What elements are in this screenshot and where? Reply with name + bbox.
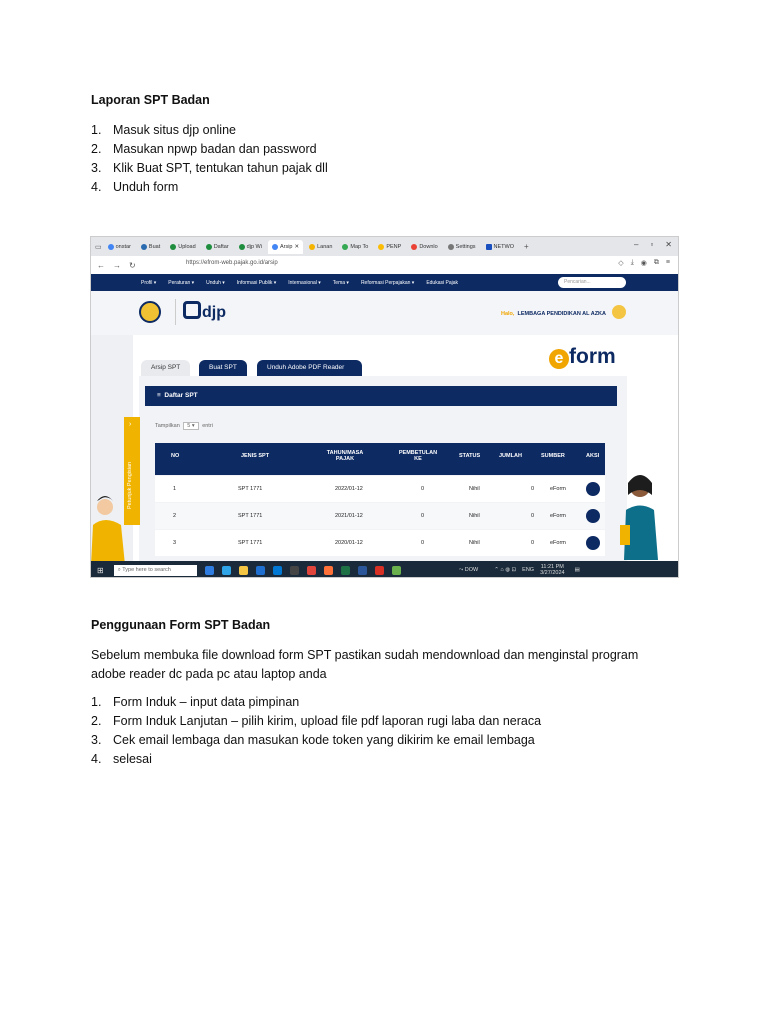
cell-jenis: SPT 1771	[238, 513, 263, 519]
browser-tab[interactable]: Downlo	[407, 240, 441, 254]
cell-no: 1	[173, 486, 177, 492]
cell-jenis: SPT 1771	[238, 540, 263, 546]
panel-title-bar: ≡ Daftar SPT	[145, 386, 617, 406]
taskbar-search-input[interactable]: ⌕ Type here to search	[114, 565, 197, 576]
cell-jumlah: 0	[531, 486, 535, 492]
section-heading-penggunaan: Penggunaan Form SPT Badan	[91, 618, 271, 632]
embedded-screenshot	[90, 236, 679, 578]
close-window-icon[interactable]: ✕	[665, 240, 672, 249]
pdf-icon[interactable]	[375, 566, 384, 575]
menu-item-peraturan[interactable]: Peraturan ▾	[168, 279, 195, 286]
back-icon[interactable]: ←	[97, 260, 105, 270]
browser-tab[interactable]: Daftar	[202, 240, 233, 254]
cell-sumber: eForm	[550, 513, 566, 519]
notification-icon[interactable]: ▤	[574, 567, 580, 573]
excel-icon[interactable]	[341, 566, 350, 575]
cell-pembetulan: 0	[421, 540, 425, 546]
browser-tab[interactable]: Settings	[444, 240, 480, 254]
page-content	[91, 335, 678, 561]
browser-tab[interactable]: Map To	[338, 240, 372, 254]
browser-tab[interactable]: Buat	[137, 240, 164, 254]
browser-tab-strip	[91, 237, 678, 256]
browser-tab-active[interactable]: Arsip ✕	[268, 240, 303, 254]
djp-logo[interactable]: djp	[183, 301, 226, 322]
site-menu-bar	[91, 274, 678, 291]
col-no[interactable]: NO	[171, 453, 180, 459]
shield-icon[interactable]: ◇	[618, 260, 624, 267]
user-greeting: Halo, LEMBAGA PENDIDIKAN AL AZKA	[500, 311, 606, 317]
address-bar	[91, 256, 678, 275]
app-icon[interactable]	[307, 566, 316, 575]
menu-item-reformasi[interactable]: Reformasi Perpajakan ▾	[360, 279, 415, 286]
site-icon	[342, 244, 348, 250]
steps-list-penggunaan	[91, 693, 541, 769]
cell-sumber: eForm	[550, 486, 566, 492]
browser-tab[interactable]: Lanan	[305, 240, 336, 254]
cell-tahun: 2020/01-12	[335, 540, 363, 546]
ministry-emblem-logo	[139, 301, 161, 323]
col-jenis-spt[interactable]: JENIS SPT	[240, 453, 270, 459]
menu-icon[interactable]: ≡	[665, 259, 670, 266]
nav-buttons	[97, 261, 136, 270]
download-icon[interactable]: ⤓	[630, 259, 634, 266]
eform-e-badge: e	[549, 349, 569, 369]
menu-item-tema[interactable]: Tema ▾	[332, 279, 349, 286]
site-icon	[206, 244, 212, 250]
tray-icons[interactable]: ⌃ ⌂ ◍ ⊡	[494, 567, 517, 573]
word-icon[interactable]	[358, 566, 367, 575]
tab-unduh-adobe[interactable]: Unduh Adobe PDF Reader	[257, 360, 362, 376]
chevron-right-icon: ›	[129, 421, 132, 428]
app-icon[interactable]	[290, 566, 299, 575]
browser-tab[interactable]: PENP	[374, 240, 405, 254]
app-icon[interactable]	[256, 566, 265, 575]
language-indicator[interactable]: ENG	[522, 567, 535, 573]
maximize-icon[interactable]: ▫	[650, 240, 654, 249]
download-action-icon[interactable]	[586, 482, 600, 496]
col-pembetulan[interactable]: PEMBETULAN KE	[398, 450, 438, 462]
gear-icon	[448, 244, 454, 250]
cell-pembetulan: 0	[421, 486, 425, 492]
forward-icon[interactable]: →	[113, 260, 121, 270]
cell-jumlah: 0	[531, 540, 535, 546]
page-length-control: Tampilkan 5 ▾ entri	[155, 423, 213, 429]
edge-icon[interactable]	[205, 566, 214, 575]
cell-pembetulan: 0	[421, 513, 425, 519]
app-icon[interactable]	[222, 566, 231, 575]
cell-status: Nihil	[469, 540, 480, 546]
cell-tahun: 2022/01-12	[335, 486, 363, 492]
cell-no: 3	[173, 540, 177, 546]
menu-item-edukasi[interactable]: Edukasi Pajak	[426, 279, 458, 286]
intro-paragraph: Sebelum membuka file download form SPT pastikan sudah mendownload dan menginstal program adobe reader dc pada pc atau laptop anda	[91, 648, 639, 681]
weather-widget[interactable]: ⤳ DOW	[458, 566, 479, 573]
cell-tahun: 2021/01-12	[335, 513, 363, 519]
illustration-person-right	[618, 465, 663, 560]
eform-logo: e form	[549, 345, 616, 369]
new-tab-icon[interactable]: +	[524, 242, 529, 251]
menu-item-internasional[interactable]: Internasional ▾	[288, 279, 321, 286]
browser-tab[interactable]: djp Wi	[235, 240, 266, 254]
app-icon[interactable]	[392, 566, 401, 575]
firefox-icon[interactable]	[324, 566, 333, 575]
browser-tab[interactable]: NETWO	[482, 240, 518, 254]
google-icon	[108, 244, 114, 250]
table-row	[155, 503, 605, 529]
toolbar-icons	[618, 259, 670, 267]
list-item: 2. Masukan npwp badan dan password	[91, 142, 317, 156]
table-header	[155, 443, 605, 475]
account-icon[interactable]: ◉	[640, 260, 647, 267]
file-explorer-icon[interactable]	[239, 566, 248, 575]
petunjuk-pengisian-tab[interactable]: › Petunjuk Pengisian	[124, 417, 140, 525]
cell-jumlah: 0	[531, 513, 535, 519]
minimize-icon[interactable]: –	[634, 240, 639, 249]
list-item: 3. Cek email lembaga dan masukan kode token yang dikirim ke email lembaga	[91, 733, 535, 747]
windows-start-icon[interactable]: ⊞	[97, 565, 104, 575]
table-row	[155, 530, 605, 556]
clock[interactable]: 11:21 PM 3/27/2024	[540, 564, 565, 576]
reload-icon[interactable]: ↻	[129, 260, 136, 270]
site-icon	[239, 244, 245, 250]
extensions-icon[interactable]: ⧉	[653, 259, 659, 266]
mail-icon[interactable]	[273, 566, 282, 575]
site-icon	[486, 244, 492, 250]
site-icon	[378, 244, 384, 250]
menu-item-unduh[interactable]: Unduh ▾	[206, 279, 225, 286]
download-action-icon[interactable]	[586, 536, 600, 550]
download-action-icon[interactable]	[586, 509, 600, 523]
cell-sumber: eForm	[550, 540, 566, 546]
page-length-select[interactable]: 5 ▾	[183, 422, 198, 430]
site-search-input[interactable]: Pencarian...	[558, 277, 626, 288]
list-item: 1. Form Induk – input data pimpinan	[91, 695, 300, 709]
site-icon	[141, 244, 147, 250]
col-tahun[interactable]: TAHUN/MASA PAJAK	[326, 450, 364, 462]
list-item: 3. Klik Buat SPT, tentukan tahun pajak dll	[91, 161, 328, 175]
list-item: 4. selesai	[91, 752, 152, 766]
menu-item-profil[interactable]: Profil ▾	[141, 279, 157, 286]
section-heading-laporan: Laporan SPT Badan	[91, 93, 210, 107]
djp-logo-icon	[183, 301, 201, 319]
steps-list-laporan	[91, 121, 328, 197]
cell-no: 2	[173, 513, 177, 519]
tab-overview-icon: ▭	[95, 243, 102, 251]
site-icon	[170, 244, 176, 250]
menu-item-informasi[interactable]: Informasi Publik ▾	[236, 279, 277, 286]
cell-jenis: SPT 1771	[238, 486, 263, 492]
window-controls	[634, 240, 672, 249]
tab-arsip-spt[interactable]: Arsip SPT	[141, 360, 190, 376]
col-jumlah[interactable]: JUMLAH	[499, 453, 522, 459]
cell-status: Nihil	[469, 486, 480, 492]
list-item: 1. Masuk situs djp online	[91, 123, 236, 137]
col-status[interactable]: STATUS	[459, 453, 481, 459]
col-sumber[interactable]: SUMBER	[541, 453, 565, 459]
col-aksi: AKSI	[586, 453, 600, 459]
windows-taskbar	[91, 561, 678, 578]
close-icon[interactable]: ✕	[294, 243, 300, 250]
list-item: 4. Unduh form	[91, 180, 179, 194]
site-icon	[411, 244, 417, 250]
avatar[interactable]	[612, 305, 626, 319]
tab-buat-spt[interactable]: Buat SPT	[199, 360, 247, 376]
table-row	[155, 476, 605, 502]
browser-tab[interactable]: Upload	[166, 240, 199, 254]
site-icon	[309, 244, 315, 250]
list-item: 2. Form Induk Lanjutan – pilih kirim, upload file pdf laporan rugi laba dan neraca	[91, 714, 542, 728]
browser-tab[interactable]: onstar	[104, 240, 135, 254]
url-field[interactable]: https://efrom-web.pajak.go.id/arsip	[186, 260, 278, 266]
illustration-person-left	[91, 485, 136, 565]
site-icon	[272, 244, 278, 250]
cell-status: Nihil	[469, 513, 480, 519]
logo-divider	[175, 299, 176, 325]
site-header	[91, 291, 678, 335]
